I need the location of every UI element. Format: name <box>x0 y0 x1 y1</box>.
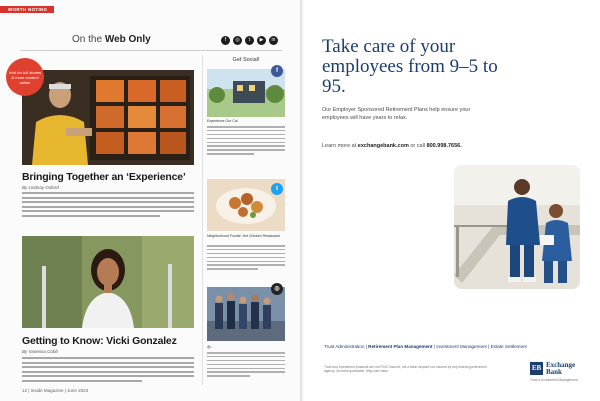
bank-logo-mark: EB <box>530 362 543 375</box>
healthcare-workers-image <box>454 165 580 289</box>
bank-name-line2: Bank <box>546 368 562 376</box>
social-post1-caption: Experience Our Cal <box>207 119 238 123</box>
badge-text: Visit for full stories & more content online <box>8 69 42 85</box>
portrait-image <box>22 236 194 328</box>
ad-body-text: Our Employer Sponsored Retirement Plans help ensure your employees will have years to relax. <box>322 107 471 121</box>
web-only-title-prefix: On the <box>72 34 105 45</box>
service-item: Trust Administration <box>324 344 365 349</box>
social-post1-text <box>207 126 285 157</box>
service-item: Estate Settlement <box>490 344 527 349</box>
ad-cta-mid: or call <box>408 143 427 149</box>
linkedin-icon[interactable]: in <box>269 36 278 45</box>
ad-headline: Take care of your employees from 9–5 to 95. <box>322 36 498 97</box>
page-footer: 12 | Inside Magazine | June 2023 <box>22 388 89 393</box>
bank-tagline: Trust & Investment Management <box>530 378 578 382</box>
web-only-title <box>72 34 151 45</box>
article1-photo <box>22 70 194 165</box>
section-tag <box>0 6 54 13</box>
article2-body-text <box>22 357 194 385</box>
web-only-title-bold: Web Only <box>104 34 151 45</box>
ad-call-to-action <box>322 142 472 150</box>
twitter-icon[interactable]: t <box>271 183 283 195</box>
ad-phone-number[interactable]: 800.998.7656. <box>426 143 462 149</box>
social-post3-caption: @... <box>207 345 214 349</box>
artist-with-paintings-image <box>22 70 194 165</box>
youtube-icon[interactable]: ▶ <box>257 36 266 45</box>
group-photo-image <box>207 287 285 341</box>
services-list <box>324 344 527 349</box>
service-item: Investment Management <box>436 344 487 349</box>
instagram-icon[interactable]: ◎ <box>233 36 242 45</box>
service-separator: | <box>364 344 369 349</box>
article2-headline[interactable]: Getting to Know: Vicki Gonzalez <box>22 335 177 347</box>
article2-byline: By Vanessa Cobb <box>22 349 58 354</box>
get-social-title: Get Social! <box>232 57 260 63</box>
bank-name <box>546 362 575 376</box>
facebook-icon[interactable]: f <box>271 65 283 77</box>
article1-byline: By Lindsay Oxford <box>22 185 59 190</box>
instagram-icon[interactable]: ◎ <box>271 283 283 295</box>
get-social-sidebar <box>202 55 289 385</box>
exchange-bank-logo <box>530 362 575 376</box>
ad-photo <box>454 165 580 289</box>
advertisement-page <box>304 0 600 401</box>
social-post3-text <box>207 352 285 379</box>
ad-website-link[interactable]: exchangebank.com <box>357 143 409 149</box>
article2-photo <box>22 236 194 328</box>
service-separator: | <box>486 344 491 349</box>
bank-name-line1: Exchange <box>546 361 576 369</box>
social-post3-image[interactable] <box>207 287 285 341</box>
ad-cta-prefix: Learn more at <box>322 143 358 149</box>
service-separator: | <box>432 344 437 349</box>
article1-body-text <box>22 192 194 220</box>
social-post2-text <box>207 245 285 272</box>
social-icon-row <box>221 36 278 45</box>
section-tag-label: WORTH NOTING <box>8 7 48 12</box>
legal-disclaimer: Trust and Investment products are not FDIC insured, not a bank deposit, not insured by any federal government agency. No bank guarantee. May lose value. <box>324 365 487 374</box>
online-content-badge <box>6 58 44 96</box>
service-item-highlight: Retirement Plan Management <box>368 344 433 349</box>
twitter-icon[interactable]: t <box>245 36 254 45</box>
social-post2-caption: Neighborhood Foodie: Hot Chicken Restaurant <box>207 234 280 238</box>
web-only-header <box>20 32 282 51</box>
article1-headline[interactable]: Bringing Together an ‘Experience’ <box>22 171 186 183</box>
facebook-icon[interactable]: f <box>221 36 230 45</box>
